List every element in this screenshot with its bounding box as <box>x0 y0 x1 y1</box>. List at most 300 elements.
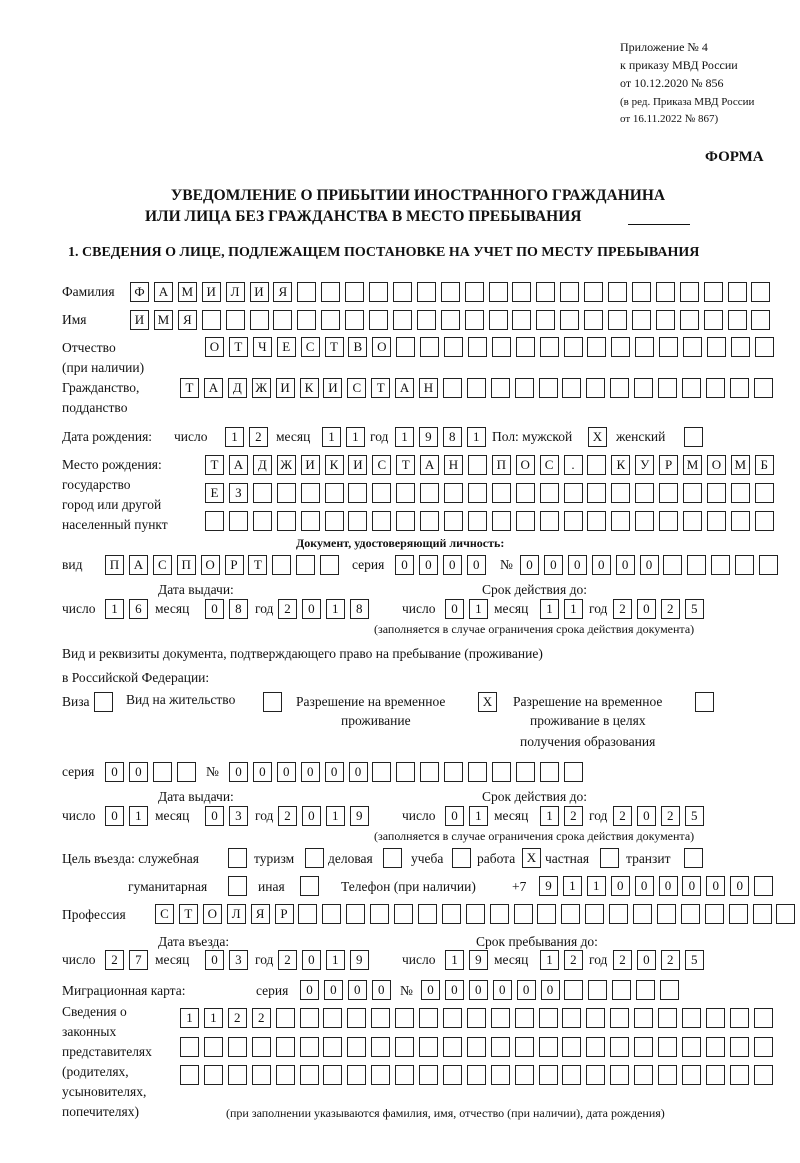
legal-reps-1-cell[interactable] <box>491 1008 510 1028</box>
surname-cell[interactable] <box>441 282 460 302</box>
doc-kind-cell[interactable]: П <box>177 555 196 575</box>
legal-reps-3-cell[interactable] <box>586 1065 605 1085</box>
legal-reps-3-cell[interactable] <box>562 1065 581 1085</box>
doc-issue-day-cell[interactable]: 6 <box>129 599 148 619</box>
birth-place-3-cell[interactable] <box>468 511 487 531</box>
surname-cell[interactable] <box>560 282 579 302</box>
legal-reps-2-cell[interactable] <box>706 1037 725 1057</box>
profession-cell[interactable] <box>657 904 676 924</box>
right-trp-cell[interactable]: X <box>478 692 497 712</box>
legal-reps-2-cell[interactable] <box>371 1037 390 1057</box>
legal-reps-2-cell[interactable] <box>300 1037 319 1057</box>
citizenship-cell[interactable] <box>730 378 749 398</box>
profession-cell[interactable] <box>537 904 556 924</box>
right-series-cell[interactable]: 0 <box>129 762 148 782</box>
doc-kind-cell[interactable]: Р <box>225 555 244 575</box>
legal-reps-2-cell[interactable] <box>539 1037 558 1057</box>
profession-cell[interactable] <box>681 904 700 924</box>
birth-place-2-cell[interactable] <box>325 483 344 503</box>
right-number-cell[interactable] <box>540 762 559 782</box>
right-number-cell[interactable]: 0 <box>229 762 248 782</box>
right-issue-year-cell[interactable]: 0 <box>302 806 321 826</box>
right-number-cell[interactable] <box>396 762 415 782</box>
right-number-cell[interactable]: 0 <box>277 762 296 782</box>
doc-issue-year-cell[interactable]: 2 <box>278 599 297 619</box>
profession-cell[interactable]: Я <box>251 904 270 924</box>
name-cell[interactable] <box>751 310 770 330</box>
purpose-tourism-cell[interactable] <box>305 848 324 868</box>
birth-place-1-cell[interactable]: Т <box>205 455 224 475</box>
name-cell[interactable] <box>465 310 484 330</box>
birth-place-1-cell[interactable]: С <box>372 455 391 475</box>
doc-issue-year-cell[interactable]: 1 <box>326 599 345 619</box>
right-issue-day-cell[interactable]: 0 <box>105 806 124 826</box>
doc-number-cell[interactable] <box>759 555 778 575</box>
name-cell[interactable] <box>680 310 699 330</box>
patronymic-cell[interactable] <box>516 337 535 357</box>
doc-valid-day-cell[interactable]: 1 <box>469 599 488 619</box>
name-cell[interactable]: М <box>154 310 173 330</box>
mig-series-cell[interactable]: 0 <box>348 980 367 1000</box>
doc-number-cell[interactable] <box>735 555 754 575</box>
birth-place-1-cell[interactable] <box>587 455 606 475</box>
right-issue-day-cell[interactable]: 1 <box>129 806 148 826</box>
purpose-work-cell[interactable]: X <box>522 848 541 868</box>
birth-place-2-cell[interactable] <box>683 483 702 503</box>
citizenship-cell[interactable] <box>491 378 510 398</box>
surname-cell[interactable] <box>704 282 723 302</box>
birth-place-2-cell[interactable] <box>707 483 726 503</box>
patronymic-cell[interactable] <box>635 337 654 357</box>
profession-cell[interactable] <box>394 904 413 924</box>
patronymic-cell[interactable]: О <box>205 337 224 357</box>
legal-reps-1-cell[interactable] <box>754 1008 773 1028</box>
doc-series-cell[interactable]: 0 <box>443 555 462 575</box>
legal-reps-1-cell[interactable] <box>276 1008 295 1028</box>
doc-kind-cell[interactable] <box>320 555 339 575</box>
profession-cell[interactable] <box>490 904 509 924</box>
mig-number-cell[interactable]: 0 <box>445 980 464 1000</box>
birth-place-2-cell[interactable] <box>659 483 678 503</box>
legal-reps-1-cell[interactable] <box>682 1008 701 1028</box>
birth-place-1-cell[interactable]: Б <box>755 455 774 475</box>
right-series-cell[interactable] <box>177 762 196 782</box>
profession-cell[interactable] <box>633 904 652 924</box>
citizenship-cell[interactable] <box>467 378 486 398</box>
sex-female-cell[interactable] <box>684 427 703 447</box>
right-issue-year-cell[interactable]: 2 <box>278 806 297 826</box>
stay-year-cell[interactable]: 5 <box>685 950 704 970</box>
legal-reps-2-cell[interactable] <box>395 1037 414 1057</box>
citizenship-cell[interactable] <box>443 378 462 398</box>
legal-reps-2-cell[interactable] <box>491 1037 510 1057</box>
legal-reps-2-cell[interactable] <box>658 1037 677 1057</box>
patronymic-cell[interactable]: О <box>372 337 391 357</box>
doc-issue-month-cell[interactable]: 8 <box>229 599 248 619</box>
stay-month-cell[interactable]: 2 <box>564 950 583 970</box>
surname-cell[interactable]: И <box>250 282 269 302</box>
doc-kind-cell[interactable] <box>296 555 315 575</box>
right-visa-cell[interactable] <box>94 692 113 712</box>
doc-valid-year-cell[interactable]: 2 <box>661 599 680 619</box>
right-issue-year-cell[interactable]: 9 <box>350 806 369 826</box>
stay-year-cell[interactable]: 2 <box>661 950 680 970</box>
birth-place-1-cell[interactable]: Т <box>396 455 415 475</box>
citizenship-cell[interactable] <box>610 378 629 398</box>
citizenship-cell[interactable] <box>586 378 605 398</box>
legal-reps-3-cell[interactable] <box>682 1065 701 1085</box>
right-valid-day-cell[interactable]: 1 <box>469 806 488 826</box>
right-issue-month-cell[interactable]: 0 <box>205 806 224 826</box>
surname-cell[interactable] <box>608 282 627 302</box>
surname-cell[interactable] <box>584 282 603 302</box>
name-cell[interactable] <box>704 310 723 330</box>
birth-year-cell[interactable]: 8 <box>443 427 462 447</box>
legal-reps-3-cell[interactable] <box>539 1065 558 1085</box>
right-number-cell[interactable] <box>492 762 511 782</box>
birth-year-cell[interactable]: 1 <box>467 427 486 447</box>
doc-kind-cell[interactable]: О <box>201 555 220 575</box>
doc-series-cell[interactable]: 0 <box>467 555 486 575</box>
mig-number-cell[interactable]: 0 <box>517 980 536 1000</box>
name-cell[interactable] <box>393 310 412 330</box>
legal-reps-2-cell[interactable] <box>419 1037 438 1057</box>
birth-place-3-cell[interactable] <box>277 511 296 531</box>
doc-number-cell[interactable]: 0 <box>592 555 611 575</box>
birth-place-2-cell[interactable] <box>611 483 630 503</box>
right-number-cell[interactable] <box>444 762 463 782</box>
surname-cell[interactable] <box>751 282 770 302</box>
surname-cell[interactable] <box>512 282 531 302</box>
phone-cell[interactable] <box>754 876 773 896</box>
purpose-study-cell[interactable] <box>452 848 471 868</box>
legal-reps-2-cell[interactable] <box>180 1037 199 1057</box>
mig-number-cell[interactable] <box>588 980 607 1000</box>
legal-reps-1-cell[interactable] <box>323 1008 342 1028</box>
right-number-cell[interactable] <box>372 762 391 782</box>
citizenship-cell[interactable]: И <box>276 378 295 398</box>
legal-reps-1-cell[interactable] <box>634 1008 653 1028</box>
birth-place-2-cell[interactable] <box>253 483 272 503</box>
surname-cell[interactable]: Ф <box>130 282 149 302</box>
patronymic-cell[interactable]: Ч <box>253 337 272 357</box>
profession-cell[interactable] <box>776 904 795 924</box>
birth-place-2-cell[interactable] <box>372 483 391 503</box>
birth-place-1-cell[interactable]: А <box>420 455 439 475</box>
legal-reps-2-cell[interactable] <box>634 1037 653 1057</box>
purpose-other-cell[interactable] <box>300 876 319 896</box>
doc-number-cell[interactable] <box>663 555 682 575</box>
doc-kind-cell[interactable]: П <box>105 555 124 575</box>
patronymic-cell[interactable] <box>683 337 702 357</box>
purpose-humanitarian-cell[interactable] <box>228 876 247 896</box>
citizenship-cell[interactable] <box>539 378 558 398</box>
birth-place-3-cell[interactable] <box>396 511 415 531</box>
name-cell[interactable] <box>202 310 221 330</box>
patronymic-cell[interactable] <box>396 337 415 357</box>
birth-place-3-cell[interactable] <box>659 511 678 531</box>
birth-place-3-cell[interactable] <box>635 511 654 531</box>
birth-month-cell[interactable]: 1 <box>322 427 341 447</box>
right-number-cell[interactable] <box>420 762 439 782</box>
doc-valid-month-cell[interactable]: 1 <box>540 599 559 619</box>
legal-reps-2-cell[interactable] <box>754 1037 773 1057</box>
birth-day-cell[interactable]: 2 <box>249 427 268 447</box>
birth-place-3-cell[interactable] <box>731 511 750 531</box>
name-cell[interactable] <box>226 310 245 330</box>
birth-place-2-cell[interactable] <box>444 483 463 503</box>
entry-year-cell[interactable]: 0 <box>302 950 321 970</box>
citizenship-cell[interactable]: А <box>204 378 223 398</box>
birth-place-3-cell[interactable] <box>683 511 702 531</box>
legal-reps-2-cell[interactable] <box>610 1037 629 1057</box>
birth-place-1-cell[interactable]: Ж <box>277 455 296 475</box>
citizenship-cell[interactable]: С <box>347 378 366 398</box>
doc-issue-year-cell[interactable]: 8 <box>350 599 369 619</box>
name-cell[interactable] <box>321 310 340 330</box>
surname-cell[interactable] <box>536 282 555 302</box>
surname-cell[interactable]: И <box>202 282 221 302</box>
mig-number-cell[interactable] <box>636 980 655 1000</box>
purpose-transit-cell[interactable] <box>684 848 703 868</box>
legal-reps-1-cell[interactable] <box>395 1008 414 1028</box>
legal-reps-2-cell[interactable] <box>443 1037 462 1057</box>
patronymic-cell[interactable] <box>564 337 583 357</box>
name-cell[interactable] <box>728 310 747 330</box>
right-number-cell[interactable]: 0 <box>301 762 320 782</box>
right-number-cell[interactable] <box>564 762 583 782</box>
mig-series-cell[interactable]: 0 <box>324 980 343 1000</box>
mig-number-cell[interactable]: 0 <box>421 980 440 1000</box>
birth-place-1-cell[interactable]: А <box>229 455 248 475</box>
birth-place-1-cell[interactable]: К <box>611 455 630 475</box>
citizenship-cell[interactable] <box>515 378 534 398</box>
legal-reps-1-cell[interactable] <box>347 1008 366 1028</box>
mig-series-cell[interactable]: 0 <box>372 980 391 1000</box>
birth-place-3-cell[interactable] <box>229 511 248 531</box>
phone-cell[interactable]: 0 <box>730 876 749 896</box>
patronymic-cell[interactable] <box>611 337 630 357</box>
legal-reps-1-cell[interactable] <box>467 1008 486 1028</box>
stay-month-cell[interactable]: 1 <box>540 950 559 970</box>
name-cell[interactable] <box>369 310 388 330</box>
patronymic-cell[interactable] <box>444 337 463 357</box>
legal-reps-3-cell[interactable] <box>252 1065 271 1085</box>
doc-issue-day-cell[interactable]: 1 <box>105 599 124 619</box>
surname-cell[interactable]: М <box>178 282 197 302</box>
surname-cell[interactable] <box>728 282 747 302</box>
right-valid-month-cell[interactable]: 2 <box>564 806 583 826</box>
right-series-cell[interactable] <box>153 762 172 782</box>
name-cell[interactable]: Я <box>178 310 197 330</box>
citizenship-cell[interactable]: Д <box>228 378 247 398</box>
right-valid-year-cell[interactable]: 2 <box>613 806 632 826</box>
name-cell[interactable] <box>297 310 316 330</box>
birth-place-2-cell[interactable] <box>277 483 296 503</box>
legal-reps-3-cell[interactable] <box>204 1065 223 1085</box>
profession-cell[interactable] <box>418 904 437 924</box>
doc-kind-cell[interactable]: Т <box>248 555 267 575</box>
legal-reps-3-cell[interactable] <box>347 1065 366 1085</box>
phone-cell[interactable]: 0 <box>659 876 678 896</box>
citizenship-cell[interactable] <box>658 378 677 398</box>
birth-place-1-cell[interactable]: Р <box>659 455 678 475</box>
surname-cell[interactable]: Я <box>273 282 292 302</box>
doc-number-cell[interactable]: 0 <box>616 555 635 575</box>
legal-reps-1-cell[interactable] <box>419 1008 438 1028</box>
profession-cell[interactable] <box>370 904 389 924</box>
surname-cell[interactable] <box>393 282 412 302</box>
legal-reps-2-cell[interactable] <box>682 1037 701 1057</box>
right-residence-cell[interactable] <box>263 692 282 712</box>
birth-place-3-cell[interactable] <box>348 511 367 531</box>
profession-cell[interactable] <box>729 904 748 924</box>
legal-reps-2-cell[interactable] <box>467 1037 486 1057</box>
legal-reps-3-cell[interactable] <box>730 1065 749 1085</box>
profession-cell[interactable] <box>466 904 485 924</box>
name-cell[interactable] <box>560 310 579 330</box>
profession-cell[interactable]: Р <box>275 904 294 924</box>
mig-number-cell[interactable]: 0 <box>541 980 560 1000</box>
doc-valid-day-cell[interactable]: 0 <box>445 599 464 619</box>
doc-kind-cell[interactable]: С <box>153 555 172 575</box>
birth-place-1-cell[interactable]: И <box>348 455 367 475</box>
legal-reps-1-cell[interactable] <box>515 1008 534 1028</box>
doc-series-cell[interactable]: 0 <box>395 555 414 575</box>
profession-cell[interactable] <box>322 904 341 924</box>
patronymic-cell[interactable] <box>731 337 750 357</box>
legal-reps-3-cell[interactable] <box>395 1065 414 1085</box>
mig-number-cell[interactable]: 0 <box>469 980 488 1000</box>
birth-year-cell[interactable]: 9 <box>419 427 438 447</box>
legal-reps-1-cell[interactable] <box>730 1008 749 1028</box>
mig-number-cell[interactable] <box>564 980 583 1000</box>
profession-cell[interactable] <box>753 904 772 924</box>
birth-place-1-cell[interactable]: К <box>325 455 344 475</box>
birth-year-cell[interactable]: 1 <box>395 427 414 447</box>
legal-reps-1-cell[interactable]: 1 <box>180 1008 199 1028</box>
birth-place-2-cell[interactable] <box>755 483 774 503</box>
doc-valid-month-cell[interactable]: 1 <box>564 599 583 619</box>
patronymic-cell[interactable]: Е <box>277 337 296 357</box>
legal-reps-3-cell[interactable] <box>419 1065 438 1085</box>
profession-cell[interactable] <box>609 904 628 924</box>
name-cell[interactable] <box>512 310 531 330</box>
title-blank-line[interactable] <box>628 224 690 225</box>
name-cell[interactable] <box>345 310 364 330</box>
phone-cell[interactable]: 0 <box>682 876 701 896</box>
birth-place-1-cell[interactable]: У <box>635 455 654 475</box>
phone-cell[interactable]: 0 <box>611 876 630 896</box>
right-valid-year-cell[interactable]: 2 <box>661 806 680 826</box>
stay-year-cell[interactable]: 0 <box>637 950 656 970</box>
birth-place-2-cell[interactable] <box>587 483 606 503</box>
legal-reps-2-cell[interactable] <box>730 1037 749 1057</box>
legal-reps-3-cell[interactable] <box>228 1065 247 1085</box>
purpose-private-cell[interactable] <box>600 848 619 868</box>
right-number-cell[interactable] <box>468 762 487 782</box>
phone-cell[interactable]: 9 <box>539 876 558 896</box>
surname-cell[interactable]: А <box>154 282 173 302</box>
phone-cell[interactable]: 1 <box>563 876 582 896</box>
legal-reps-2-cell[interactable] <box>586 1037 605 1057</box>
birth-place-2-cell[interactable] <box>348 483 367 503</box>
doc-issue-month-cell[interactable]: 0 <box>205 599 224 619</box>
phone-cell[interactable]: 1 <box>587 876 606 896</box>
name-cell[interactable] <box>441 310 460 330</box>
surname-cell[interactable] <box>680 282 699 302</box>
patronymic-cell[interactable]: Т <box>229 337 248 357</box>
birth-place-2-cell[interactable] <box>420 483 439 503</box>
name-cell[interactable] <box>608 310 627 330</box>
citizenship-cell[interactable]: Н <box>419 378 438 398</box>
birth-place-3-cell[interactable] <box>444 511 463 531</box>
name-cell[interactable] <box>632 310 651 330</box>
profession-cell[interactable] <box>442 904 461 924</box>
name-cell[interactable] <box>250 310 269 330</box>
legal-reps-1-cell[interactable]: 2 <box>252 1008 271 1028</box>
right-valid-year-cell[interactable]: 5 <box>685 806 704 826</box>
birth-place-1-cell[interactable]: П <box>492 455 511 475</box>
citizenship-cell[interactable] <box>562 378 581 398</box>
legal-reps-2-cell[interactable] <box>347 1037 366 1057</box>
birth-place-1-cell[interactable]: О <box>707 455 726 475</box>
legal-reps-3-cell[interactable] <box>634 1065 653 1085</box>
birth-place-2-cell[interactable]: Е <box>205 483 224 503</box>
birth-place-2-cell[interactable]: З <box>229 483 248 503</box>
name-cell[interactable] <box>584 310 603 330</box>
sex-male-cell[interactable]: X <box>588 427 607 447</box>
citizenship-cell[interactable] <box>634 378 653 398</box>
birth-place-2-cell[interactable] <box>516 483 535 503</box>
stay-day-cell[interactable]: 9 <box>469 950 488 970</box>
legal-reps-2-cell[interactable] <box>276 1037 295 1057</box>
surname-cell[interactable] <box>345 282 364 302</box>
legal-reps-2-cell[interactable] <box>562 1037 581 1057</box>
birth-place-2-cell[interactable] <box>301 483 320 503</box>
right-issue-month-cell[interactable]: 3 <box>229 806 248 826</box>
legal-reps-2-cell[interactable] <box>323 1037 342 1057</box>
legal-reps-2-cell[interactable] <box>204 1037 223 1057</box>
entry-month-cell[interactable]: 0 <box>205 950 224 970</box>
phone-cell[interactable]: 0 <box>635 876 654 896</box>
surname-cell[interactable] <box>656 282 675 302</box>
legal-reps-2-cell[interactable] <box>515 1037 534 1057</box>
right-number-cell[interactable]: 0 <box>325 762 344 782</box>
patronymic-cell[interactable] <box>540 337 559 357</box>
legal-reps-3-cell[interactable] <box>180 1065 199 1085</box>
doc-valid-year-cell[interactable]: 0 <box>637 599 656 619</box>
right-issue-year-cell[interactable]: 1 <box>326 806 345 826</box>
legal-reps-3-cell[interactable] <box>658 1065 677 1085</box>
profession-cell[interactable]: Л <box>227 904 246 924</box>
legal-reps-3-cell[interactable] <box>323 1065 342 1085</box>
doc-number-cell[interactable]: 0 <box>544 555 563 575</box>
patronymic-cell[interactable] <box>468 337 487 357</box>
profession-cell[interactable] <box>346 904 365 924</box>
birth-place-3-cell[interactable] <box>516 511 535 531</box>
right-trp-edu-cell[interactable] <box>695 692 714 712</box>
mig-number-cell[interactable] <box>612 980 631 1000</box>
surname-cell[interactable] <box>489 282 508 302</box>
profession-cell[interactable] <box>705 904 724 924</box>
purpose-official-cell[interactable] <box>228 848 247 868</box>
legal-reps-3-cell[interactable] <box>371 1065 390 1085</box>
name-cell[interactable]: И <box>130 310 149 330</box>
doc-number-cell[interactable] <box>687 555 706 575</box>
patronymic-cell[interactable]: С <box>301 337 320 357</box>
birth-place-1-cell[interactable]: О <box>516 455 535 475</box>
